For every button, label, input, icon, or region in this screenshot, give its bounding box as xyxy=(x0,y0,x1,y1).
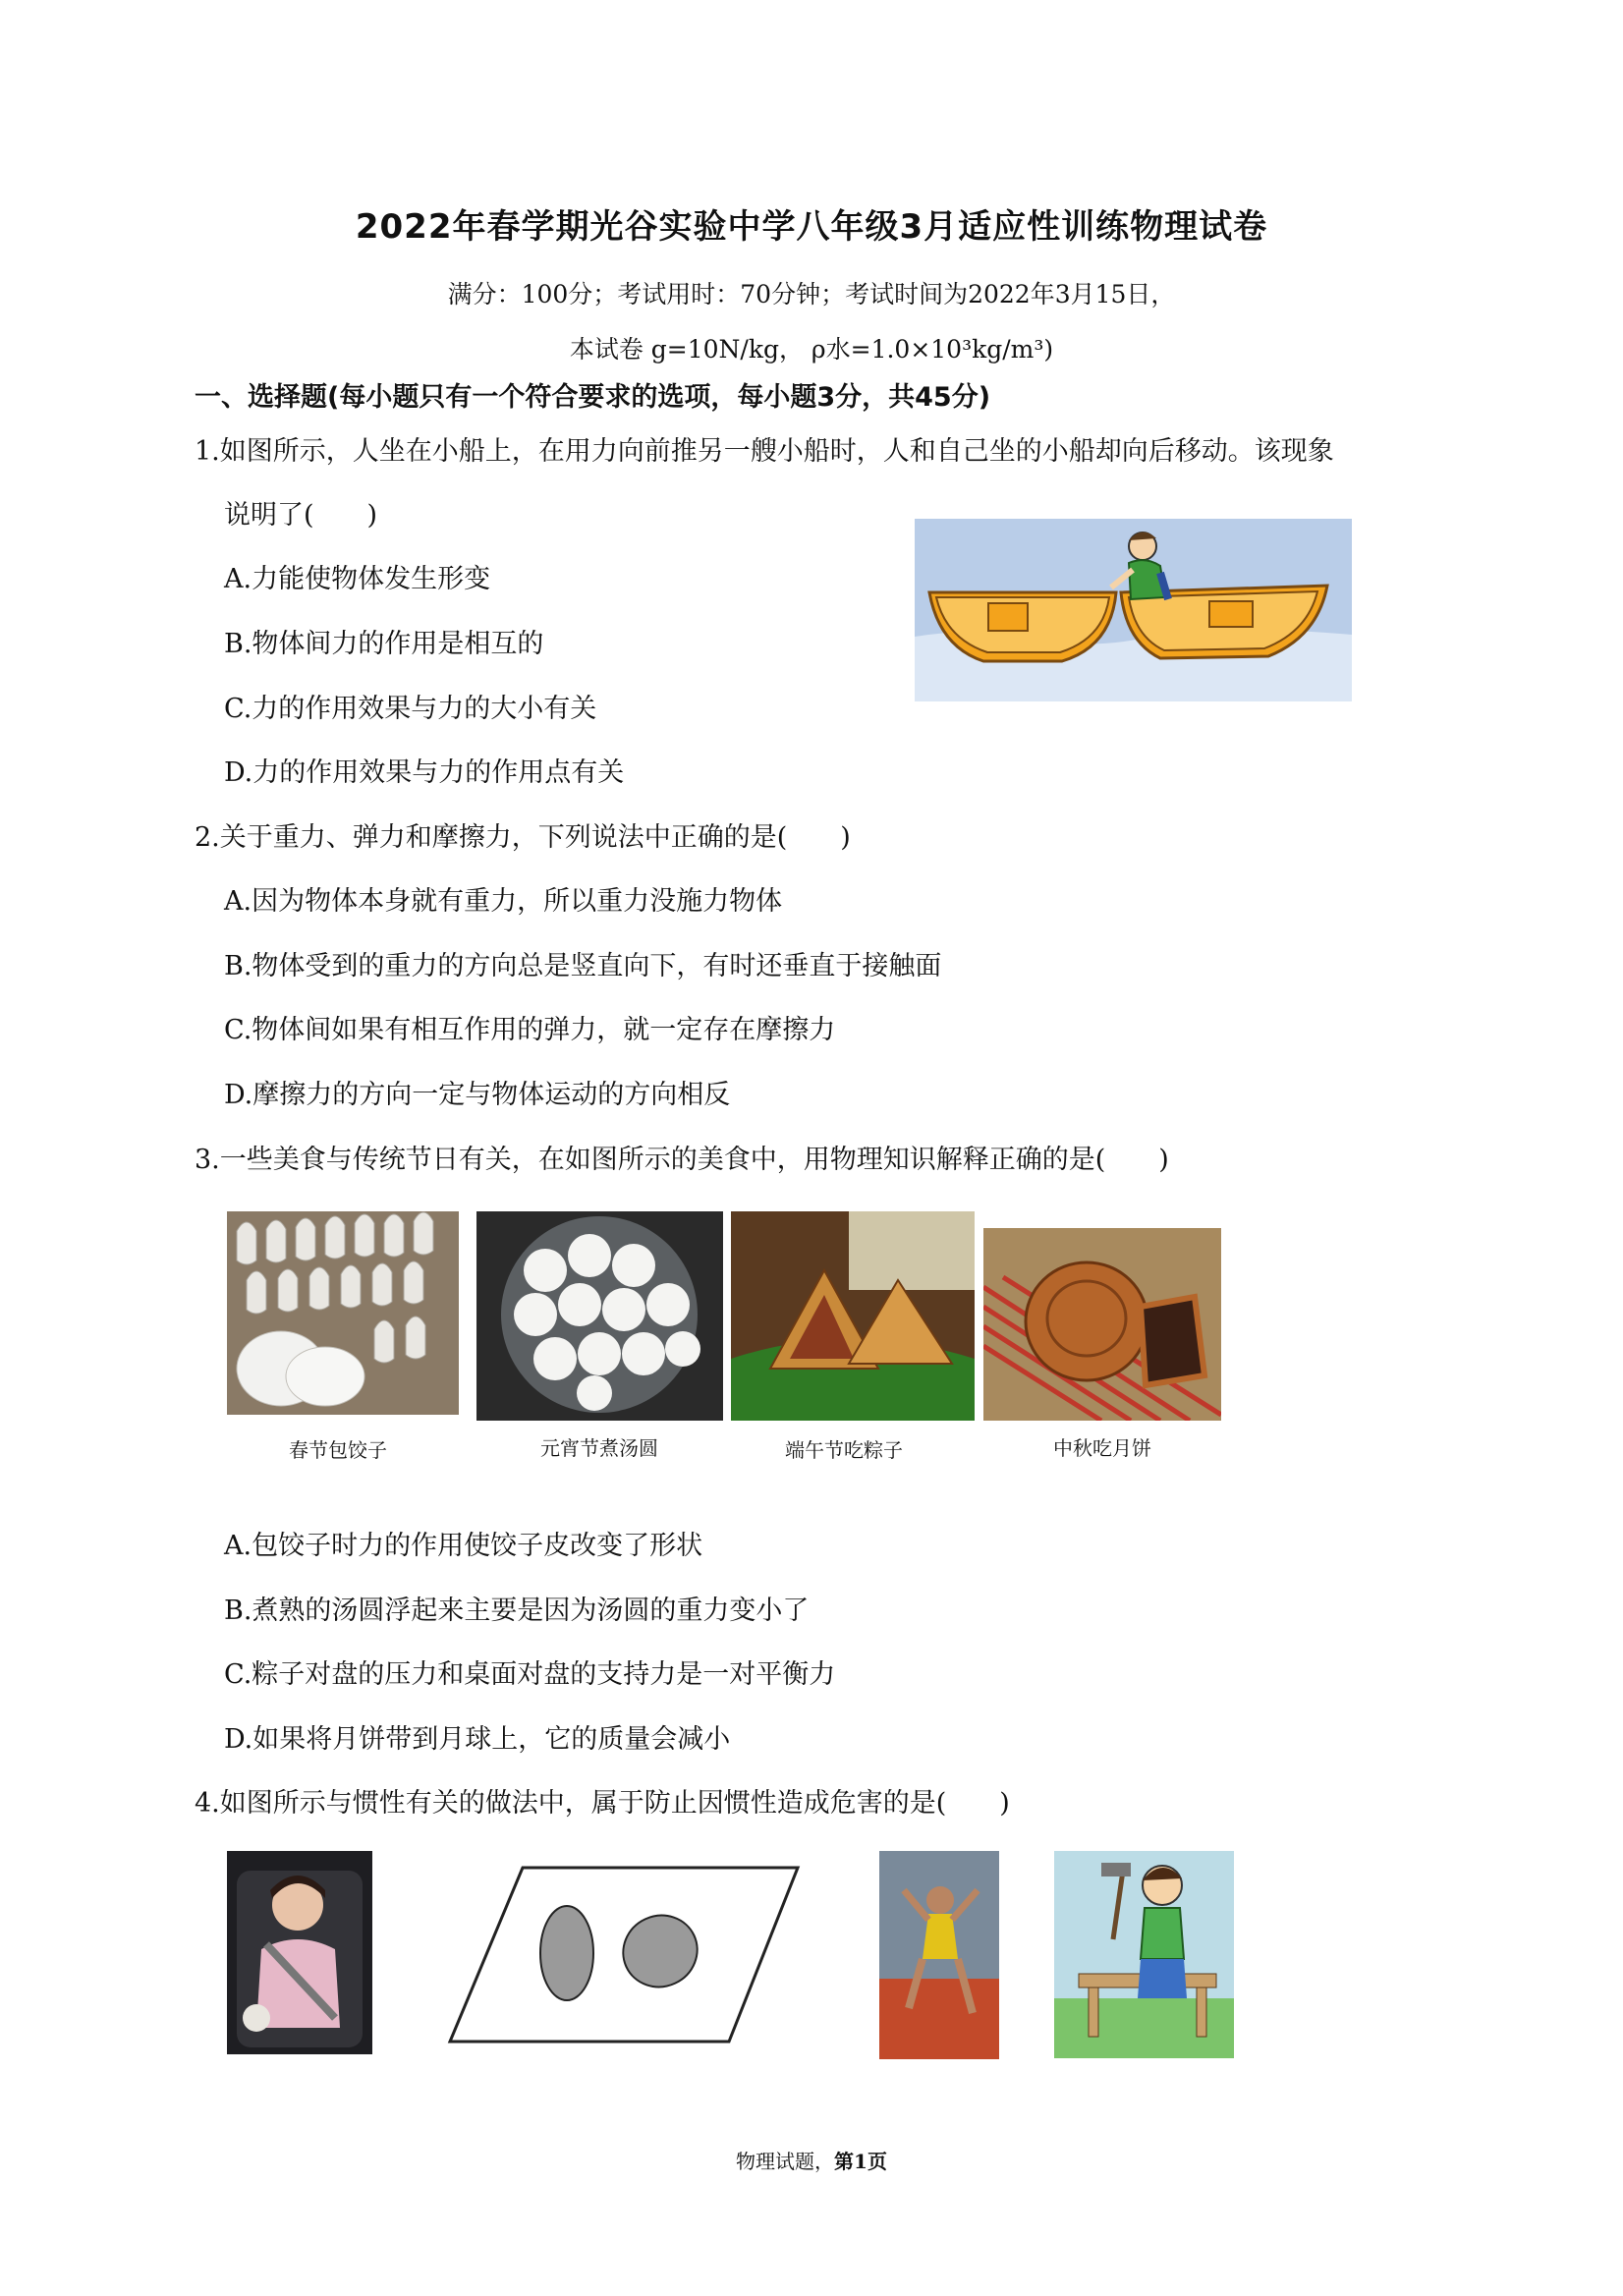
question-2-option-d: D.摩擦力的方向一定与物体运动的方向相反 xyxy=(224,1080,731,1110)
question-1-stem-line1: 1.如图所示，人坐在小船上，在用力向前推另一艘小船时，人和自己坐的小船却向后移动。该现象 xyxy=(195,436,1334,467)
question-1-option-c: C.力的作用效果与力的大小有关 xyxy=(224,694,597,724)
page-title: 2022年春学期光谷实验中学八年级3月适应性训练物理试卷 xyxy=(355,207,1268,247)
question-1-option-a: A.力能使物体发生形变 xyxy=(224,564,491,594)
question-3-option-d: D.如果将月饼带到月球上，它的质量会减小 xyxy=(224,1724,731,1755)
question-3-option-b: B.煮熟的汤圆浮起来主要是因为汤圆的重力变小了 xyxy=(224,1596,810,1626)
question-1-option-b: B.物体间力的作用是相互的 xyxy=(224,629,544,659)
section-heading: 一、选择题(每小题只有一个符合要求的选项，每小题3分，共45分) xyxy=(195,382,991,413)
hammer-cartoon xyxy=(1054,1851,1234,2058)
question-3-stem: 3.一些美食与传统节日有关，在如图所示的美食中，用物理知识解释正确的是( ) xyxy=(195,1145,1169,1175)
footer-label: 物理试题， xyxy=(736,2150,835,2173)
long-jump-photo xyxy=(879,1851,999,2059)
exam-info-line1: 满分：100分；考试用时：70分钟；考试时间为2022年3月15日， xyxy=(447,280,1176,308)
zongzi-photo xyxy=(731,1211,975,1421)
boats-illustration xyxy=(915,519,1352,701)
caption-dumplings: 春节包饺子 xyxy=(289,1438,387,1462)
question-3-option-a: A.包饺子时力的作用使饺子皮改变了形状 xyxy=(224,1531,703,1561)
question-3-option-c: C.粽子对盘的压力和桌面对盘的支持力是一对平衡力 xyxy=(224,1659,836,1690)
page-footer xyxy=(0,2146,1623,2174)
question-1-option-d: D.力的作用效果与力的作用点有关 xyxy=(224,757,625,788)
question-4-stem: 4.如图所示与惯性有关的做法中，属于防止因惯性造成危害的是( ) xyxy=(195,1788,1010,1819)
ovals-diagram xyxy=(444,1860,808,2051)
question-2-stem: 2.关于重力、弹力和摩擦力，下列说法中正确的是( ) xyxy=(195,822,851,853)
caption-mooncake: 中秋吃月饼 xyxy=(1053,1436,1151,1460)
caption-zongzi: 端午节吃粽子 xyxy=(785,1438,903,1462)
tangyuan-photo xyxy=(476,1211,723,1421)
page-number: 第1页 xyxy=(834,2150,887,2173)
question-2-option-a: A.因为物体本身就有重力，所以重力没施力物体 xyxy=(224,886,783,917)
seatbelt-photo xyxy=(227,1851,372,2054)
dumplings-photo xyxy=(227,1211,459,1415)
question-2-option-b: B.物体受到的重力的方向总是竖直向下，有时还垂直于接触面 xyxy=(224,951,942,981)
question-2-option-c: C.物体间如果有相互作用的弹力，就一定存在摩擦力 xyxy=(224,1015,836,1045)
exam-info-line2: 本试卷 g=10N/kg， ρ水=1.0×10³kg/m³) xyxy=(569,335,1054,364)
question-1-stem-line2: 说明了( ) xyxy=(224,500,378,531)
caption-tangyuan: 元宵节煮汤圆 xyxy=(540,1436,658,1460)
mooncake-photo xyxy=(983,1228,1221,1421)
